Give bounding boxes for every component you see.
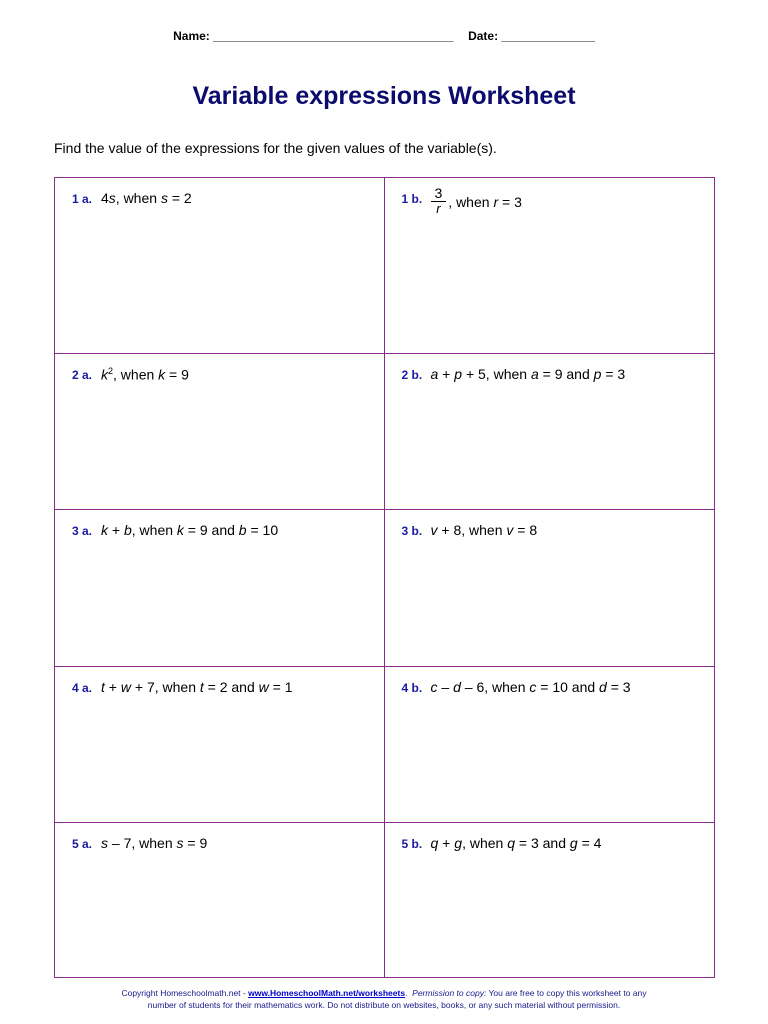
problem-grid (54, 177, 715, 978)
problem-4a (55, 667, 385, 822)
date-field-label: Date: ______________ (468, 29, 595, 43)
problem-number: 2 a. (72, 368, 93, 382)
name-date-header (0, 29, 768, 43)
problem-3b (385, 510, 715, 666)
problem-5b (385, 823, 715, 977)
problem-1a (55, 178, 385, 353)
problem-number: 3 b. (401, 524, 423, 538)
problem-number: 5 b. (401, 837, 423, 851)
problem-2b (385, 354, 715, 509)
problem-2a (55, 354, 385, 509)
problem-expression: t + w + 7, when t = 2 and w = 1 (101, 679, 293, 695)
homeschoolmath-link[interactable]: www.HomeschoolMath.net/worksheets (248, 988, 406, 998)
problem-row-4 (55, 667, 714, 823)
problem-expression: 4s, when s = 2 (101, 190, 192, 206)
problem-expression: v + 8, when v = 8 (430, 522, 538, 538)
problem-4b (385, 667, 715, 822)
problem-number: 4 b. (401, 681, 423, 695)
problem-expression: s – 7, when s = 9 (101, 835, 208, 851)
problem-number: 5 a. (72, 837, 93, 851)
footer-line-1: Copyright Homeschoolmath.net - www.HomeschoolMath.net/worksheets. Permission to copy: You are free to copy this worksheet to any (121, 988, 647, 998)
problem-row-5 (55, 823, 714, 977)
problem-expression: q + g, when q = 3 and g = 4 (430, 835, 602, 851)
name-field-label: Name: ____________________________________ (173, 29, 454, 43)
problem-1b (385, 178, 715, 353)
worksheet-title: Variable expressions Worksheet (192, 82, 576, 110)
problem-5a (55, 823, 385, 977)
footer-line-2: number of students for their mathematics work. Do not distribute on websites, books, or any such material without permission. (147, 1000, 621, 1010)
problem-expression: c – d – 6, when c = 10 and d = 3 (430, 679, 631, 695)
problem-expression: k + b, when k = 9 and b = 10 (101, 522, 279, 538)
problem-row-3 (55, 510, 714, 667)
problem-3a (55, 510, 385, 666)
fraction: $\frac{3}{r}$ (431, 185, 447, 216)
problem-number: 1 a. (72, 192, 93, 206)
copyright-footer (0, 987, 768, 1011)
problem-number: 4 a. (72, 681, 93, 695)
problem-expression: $\frac{3}{r}$ , when r = 3 (431, 188, 522, 219)
problem-expression: a + p + 5, when a = 9 and p = 3 (430, 366, 626, 382)
problem-number: 3 a. (72, 524, 93, 538)
problem-number: 1 b. (401, 192, 423, 206)
problem-expression: $k^2$, when k = 9 (101, 366, 189, 383)
instructions: Find the value of the expressions for the given values of the variable(s). (54, 140, 497, 156)
problem-row-1 (55, 178, 714, 354)
problem-number: 2 b. (401, 368, 423, 382)
problem-row-2 (55, 354, 714, 510)
